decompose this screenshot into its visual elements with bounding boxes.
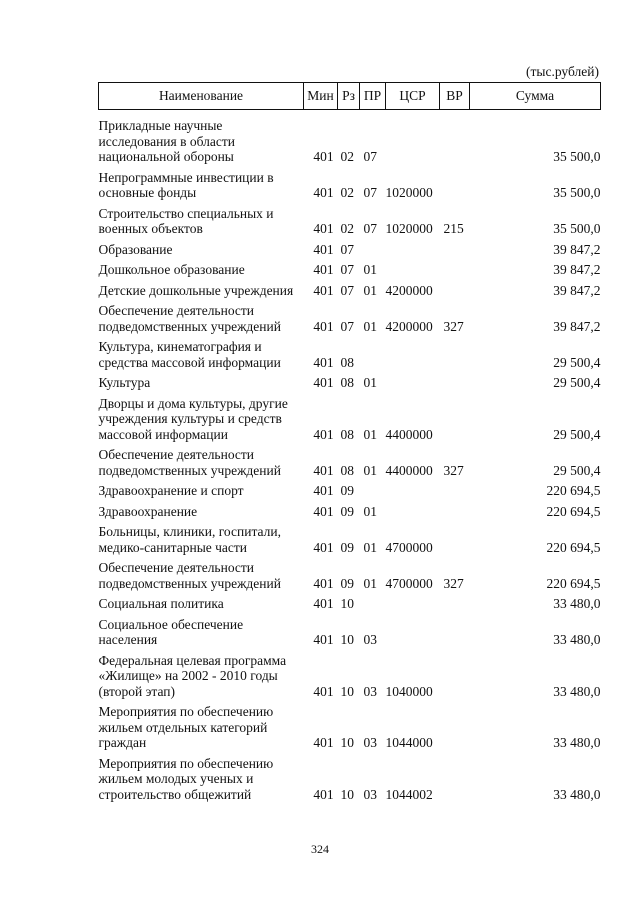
cell-rz: 10: [340, 786, 354, 802]
cell-rz: 02: [340, 185, 354, 200]
cell-rz: 07: [340, 318, 354, 334]
cell-sum: 220 694,5: [546, 503, 601, 519]
cell-name: Здравоохранение и спорт: [98, 483, 244, 498]
cell-csr: [386, 110, 440, 165]
cell-min: 401: [313, 375, 334, 390]
cell-sum: 29 500,4: [553, 375, 601, 390]
cell-pr: 07: [363, 149, 377, 164]
cell-pr: 03: [363, 632, 377, 647]
budget-table: [98, 82, 601, 802]
table-row: [99, 298, 601, 334]
cell-pr: 01: [363, 539, 377, 555]
cell-sum: 33 480,0: [553, 632, 601, 647]
cell-name: Социальное обеспечение населения: [98, 616, 244, 647]
cell-vr: [440, 110, 470, 165]
table-row: [99, 591, 601, 612]
header-min: Мин: [304, 83, 338, 110]
cell-csr: 1020000: [385, 221, 433, 236]
cell-min: 401: [313, 683, 334, 699]
cell-rz: 09: [340, 503, 354, 519]
cell-pr: 01: [363, 282, 377, 298]
cell-csr: 1044002: [385, 786, 433, 802]
cell-vr: [440, 334, 470, 370]
cell-rz: 10: [340, 632, 354, 647]
cell-name: Образование: [98, 241, 173, 257]
table-row: [99, 257, 601, 278]
cell-vr: [440, 519, 470, 555]
cell-sum: 29 500,4: [553, 426, 601, 442]
header-pr: ПР: [360, 83, 386, 110]
cell-min: 401: [313, 575, 334, 591]
cell-csr: [386, 499, 440, 520]
cell-name: Мероприятия по обеспечению жильем отдельных категорий граждан: [98, 704, 274, 750]
page-number: 324: [311, 842, 329, 856]
cell-sum: 29 500,4: [553, 462, 601, 478]
cell-pr: 01: [363, 262, 377, 277]
table-row: [99, 165, 601, 201]
cell-name: Больницы, клиники, госпитали, медико-санитарные части: [98, 524, 281, 555]
cell-name: Здравоохранение: [98, 503, 198, 519]
cell-rz: 02: [340, 149, 354, 164]
cell-name: Обеспечение деятельности подведомственных учреждений: [98, 560, 281, 591]
cell-min: 401: [313, 282, 334, 298]
cell-sum: 33 480,0: [553, 786, 601, 802]
table-row: [99, 555, 601, 591]
cell-vr: 327: [443, 318, 464, 334]
table-row: [99, 751, 601, 803]
cell-name: Детские дошкольные учреждения: [98, 282, 294, 298]
table-row: [99, 648, 601, 700]
cell-vr: 215: [443, 221, 464, 236]
cell-csr: 4700000: [385, 539, 433, 555]
cell-name: Обеспечение деятельности подведомственных учреждений: [98, 303, 281, 334]
header-sum: Сумма: [470, 83, 601, 110]
cell-rz: 08: [340, 354, 354, 370]
cell-name: Культура: [98, 375, 151, 390]
cell-rz: 09: [340, 575, 354, 591]
cell-min: 401: [313, 483, 334, 498]
cell-csr: [386, 334, 440, 370]
cell-min: 401: [313, 185, 334, 200]
cell-vr: [440, 165, 470, 201]
cell-csr: 1020000: [385, 185, 433, 200]
cell-sum: 39 847,2: [553, 262, 601, 277]
table-row: [99, 334, 601, 370]
header-csr: ЦСР: [386, 83, 440, 110]
cell-sum: 220 694,5: [546, 483, 601, 498]
cell-min: 401: [313, 221, 334, 236]
cell-csr: 4400000: [385, 426, 433, 442]
header-vr: ВР: [440, 83, 470, 110]
cell-name: Социальная политика: [98, 596, 224, 611]
cell-csr: 4200000: [385, 318, 433, 334]
cell-csr: [386, 370, 440, 391]
cell-csr: [386, 237, 440, 258]
cell-sum: 35 500,0: [553, 185, 601, 200]
table-row: [99, 699, 601, 751]
header-name: Наименование: [99, 83, 304, 110]
cell-rz: 07: [340, 241, 354, 257]
cell-name: Обеспечение деятельности подведомственных учреждений: [98, 447, 281, 478]
cell-sum: 29 500,4: [553, 354, 601, 370]
cell-name: Культура, кинематография и средства массовой информации: [98, 339, 281, 370]
cell-pr: 01: [363, 426, 377, 442]
table-row: [99, 278, 601, 299]
cell-pr: 01: [363, 503, 377, 519]
cell-pr: 03: [363, 683, 377, 699]
cell-vr: [440, 370, 470, 391]
table-row: [99, 110, 601, 165]
cell-rz: 09: [340, 483, 354, 498]
cell-min: 401: [313, 149, 334, 164]
cell-rz: 08: [340, 375, 354, 390]
cell-csr: 4400000: [385, 462, 433, 478]
cell-min: 401: [313, 354, 334, 370]
cell-rz: 07: [340, 262, 354, 277]
cell-vr: [440, 391, 470, 443]
cell-pr: 01: [363, 575, 377, 591]
cell-min: 401: [313, 462, 334, 478]
cell-pr: 07: [363, 185, 377, 200]
cell-min: 401: [313, 426, 334, 442]
cell-min: 401: [313, 503, 334, 519]
cell-vr: [440, 499, 470, 520]
cell-sum: 35 500,0: [553, 221, 601, 236]
cell-csr: 4700000: [385, 575, 433, 591]
header-row: [99, 83, 601, 110]
table-row: [99, 442, 601, 478]
cell-csr: 1044000: [385, 735, 433, 750]
cell-pr: 03: [363, 735, 377, 750]
cell-min: 401: [313, 539, 334, 555]
table-body: [99, 110, 601, 803]
cell-name: Дошкольное образование: [98, 262, 245, 277]
cell-rz: 08: [340, 462, 354, 478]
cell-pr: 01: [363, 375, 377, 390]
cell-min: 401: [313, 241, 334, 257]
cell-csr: [386, 591, 440, 612]
table-row: [99, 391, 601, 443]
cell-rz: 10: [340, 596, 354, 611]
cell-pr: [360, 591, 386, 612]
cell-sum: 35 500,0: [553, 149, 601, 164]
cell-rz: 08: [340, 426, 354, 442]
cell-rz: 09: [340, 539, 354, 555]
cell-vr: [440, 257, 470, 278]
cell-sum: 39 847,2: [553, 282, 601, 298]
cell-min: 401: [313, 596, 334, 611]
cell-csr: 1040000: [385, 683, 433, 699]
table-header: [99, 83, 601, 110]
cell-name: Прикладные научные исследования в области национальной обороны: [98, 118, 235, 164]
table-row: [99, 370, 601, 391]
header-rz: Рз: [338, 83, 360, 110]
cell-vr: [440, 591, 470, 612]
cell-sum: 39 847,2: [553, 318, 601, 334]
cell-vr: [440, 648, 470, 700]
table-row: [99, 478, 601, 499]
cell-min: 401: [313, 262, 334, 277]
cell-vr: 327: [443, 575, 464, 591]
cell-name: Дворцы и дома культуры, другие учреждения культуры и средств массовой информации: [98, 395, 288, 442]
cell-sum: 220 694,5: [546, 539, 601, 555]
cell-vr: [440, 278, 470, 299]
cell-sum: 39 847,2: [553, 241, 601, 257]
table-row: [99, 201, 601, 237]
cell-rz: 07: [340, 282, 354, 298]
cell-name: Мероприятия по обеспечению жильем молодых ученых и строительство общежитий: [98, 755, 274, 802]
unit-note: (тыс.рублей): [526, 64, 599, 79]
cell-rz: 10: [340, 683, 354, 699]
cell-sum: 33 480,0: [553, 683, 601, 699]
cell-name: Строительство специальных и военных объектов: [98, 205, 274, 236]
cell-vr: [440, 612, 470, 648]
cell-vr: [440, 751, 470, 803]
cell-pr: [360, 334, 386, 370]
cell-pr: [360, 478, 386, 499]
cell-name: Федеральная целевая программа «Жилище» на 2002 - 2010 годы (второй этап): [98, 652, 287, 699]
cell-sum: 33 480,0: [553, 596, 601, 611]
cell-csr: [386, 257, 440, 278]
cell-pr: 01: [363, 462, 377, 478]
cell-sum: 220 694,5: [546, 575, 601, 591]
cell-csr: [386, 478, 440, 499]
cell-pr: [360, 237, 386, 258]
cell-csr: 4200000: [385, 282, 433, 298]
cell-min: 401: [313, 632, 334, 647]
cell-pr: 01: [363, 318, 377, 334]
cell-vr: 327: [443, 462, 464, 478]
cell-name: Непрограммные инвестиции в основные фонды: [98, 169, 274, 200]
table-row: [99, 612, 601, 648]
cell-vr: [440, 699, 470, 751]
cell-min: 401: [313, 735, 334, 750]
cell-sum: 33 480,0: [553, 735, 601, 750]
cell-min: 401: [313, 318, 334, 334]
table-row: [99, 519, 601, 555]
cell-rz: 02: [340, 221, 354, 236]
cell-min: 401: [313, 786, 334, 802]
table-row: [99, 499, 601, 520]
cell-csr: [386, 612, 440, 648]
cell-vr: [440, 478, 470, 499]
cell-pr: 07: [363, 221, 377, 236]
cell-rz: 10: [340, 735, 354, 750]
cell-pr: 03: [363, 786, 377, 802]
cell-vr: [440, 237, 470, 258]
table-row: [99, 237, 601, 258]
